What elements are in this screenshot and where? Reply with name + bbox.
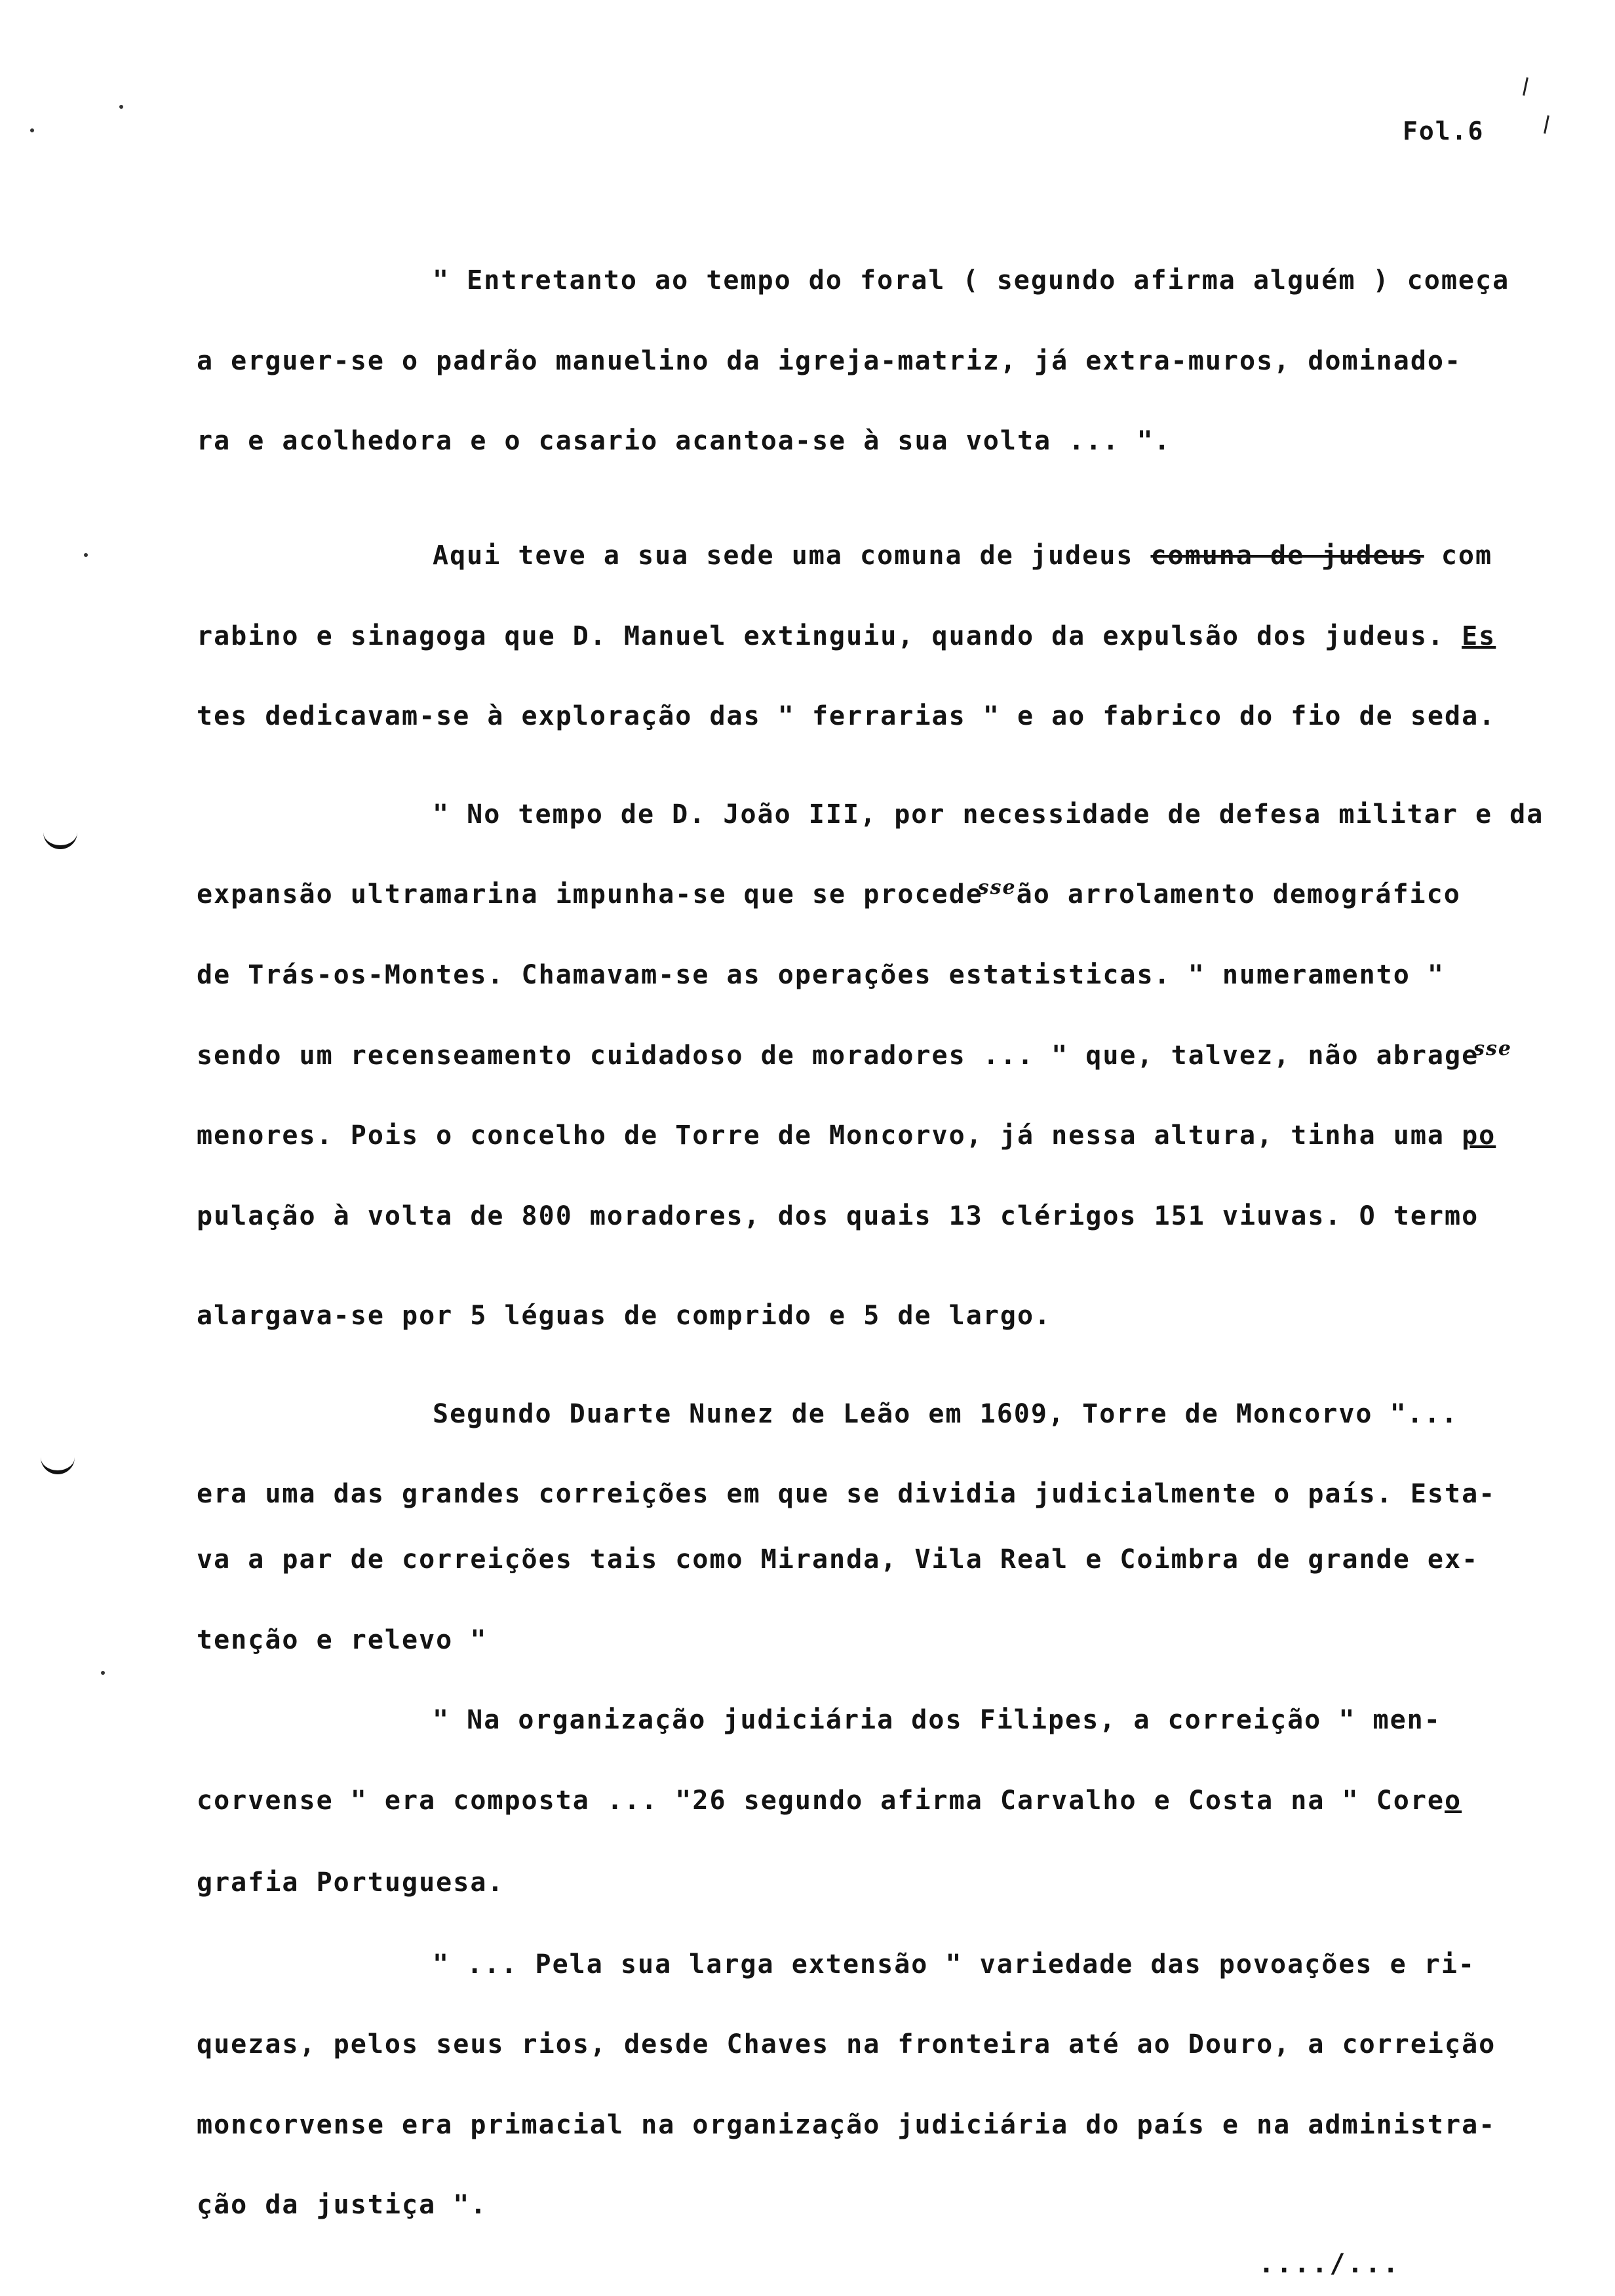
text-line <box>197 1037 1573 1071</box>
text-segment: segundo afirma Carvalho e Costa na " Core <box>726 1786 1445 1816</box>
text-line <box>433 541 1586 571</box>
text-segment: rabino e sinagoga que D. Manuel extinguiu, quando da expulsão dos judeus. <box>197 621 1462 651</box>
text-line: pulação à volta de 800 moradores, dos quais 13 clérigos 151 viuvas. O termo <box>197 1201 1479 1231</box>
struck-text: comuna de judeus <box>1150 541 1424 571</box>
text-line: ra e acolhedora e o casario acantoa-se à sua volta ... ". <box>197 426 1171 456</box>
text-line: grafia Portuguesa. <box>197 1867 505 1898</box>
continuation-mark: ..../... <box>1258 2249 1401 2279</box>
margin-dot <box>84 553 88 557</box>
handwritten-correction: sse <box>977 876 1017 899</box>
text-line <box>197 1786 1573 1816</box>
text-line: era uma das grandes correições em que se dividia judicialmente o país. Esta- <box>197 1479 1496 1509</box>
text-line: " ... Pela sua larga extensão " variedade das povoações e ri- <box>433 1949 1476 1980</box>
pen-mark <box>1523 77 1528 96</box>
text-segment: com <box>1424 541 1493 571</box>
text-line: " Na organização judiciária dos Filipes, a correição " men- <box>433 1705 1441 1735</box>
text-segment: ão arrolamento demográfico <box>1016 879 1461 909</box>
text-line: quezas, pelos seus rios, desde Chaves na fronteira até ao Douro, a correição <box>197 2029 1496 2059</box>
underlined-syllable: po <box>1462 1120 1496 1151</box>
handwritten-correction: sse <box>1473 1037 1513 1060</box>
text-line: a erguer-se o padrão manuelino da igreja-matriz, já extra-muros, dominado- <box>197 346 1462 376</box>
text-line: Segundo Duarte Nunez de Leão em 1609, Torre de Moncorvo "... <box>433 1399 1458 1429</box>
margin-dot <box>30 128 34 132</box>
text-line: tes dedicavam-se à exploração das " ferrarias " e ao fabrico do fio de seda. <box>197 701 1496 731</box>
underlined-syllable: o <box>1445 1786 1462 1816</box>
text-line: va a par de correições tais como Miranda, Vila Real e Coimbra de grande ex- <box>197 1544 1479 1575</box>
margin-bracket-mark <box>43 826 77 849</box>
margin-bracket-mark <box>41 1451 75 1474</box>
text-line <box>197 876 1573 909</box>
text-line <box>197 1120 1573 1151</box>
underlined-syllable: Es <box>1462 621 1496 651</box>
text-line: alargava-se por 5 léguas de comprido e 5 de largo. <box>197 1301 1052 1331</box>
text-segment: menores. Pois o concelho de Torre de Moncorvo, já nessa altura, tinha uma <box>197 1120 1462 1151</box>
text-line: ção da justiça ". <box>197 2190 488 2220</box>
text-line <box>197 621 1573 651</box>
text-line: " No tempo de D. João III, por necessidade de defesa militar e da <box>433 799 1544 830</box>
text-segment: sendo um recenseamento cuidadoso de moradores ... " que, talvez, não abrage <box>197 1041 1479 1071</box>
margin-dot <box>101 1671 105 1675</box>
margin-dot <box>119 105 123 109</box>
text-line: moncorvense era primacial na organização judiciária do país e na administra- <box>197 2110 1496 2140</box>
text-line: de Trás-os-Montes. Chamavam-se as operações estatisticas. " numeramento " <box>197 960 1445 990</box>
text-segment: expansão ultramarina impunha-se que se procede <box>197 879 983 909</box>
pen-mark <box>1544 115 1549 134</box>
text-segment: corvense " era composta ... " <box>197 1786 693 1816</box>
text-line: " Entretanto ao tempo do foral ( segundo afirma alguém ) começa <box>433 265 1510 296</box>
text-segment: Aqui teve a sua sede uma comuna de judeus <box>433 541 1151 571</box>
footnote-number: 26 <box>692 1786 727 1816</box>
text-line: tenção e relevo " <box>197 1625 488 1655</box>
folio-number: Fol.6 <box>1403 117 1485 145</box>
